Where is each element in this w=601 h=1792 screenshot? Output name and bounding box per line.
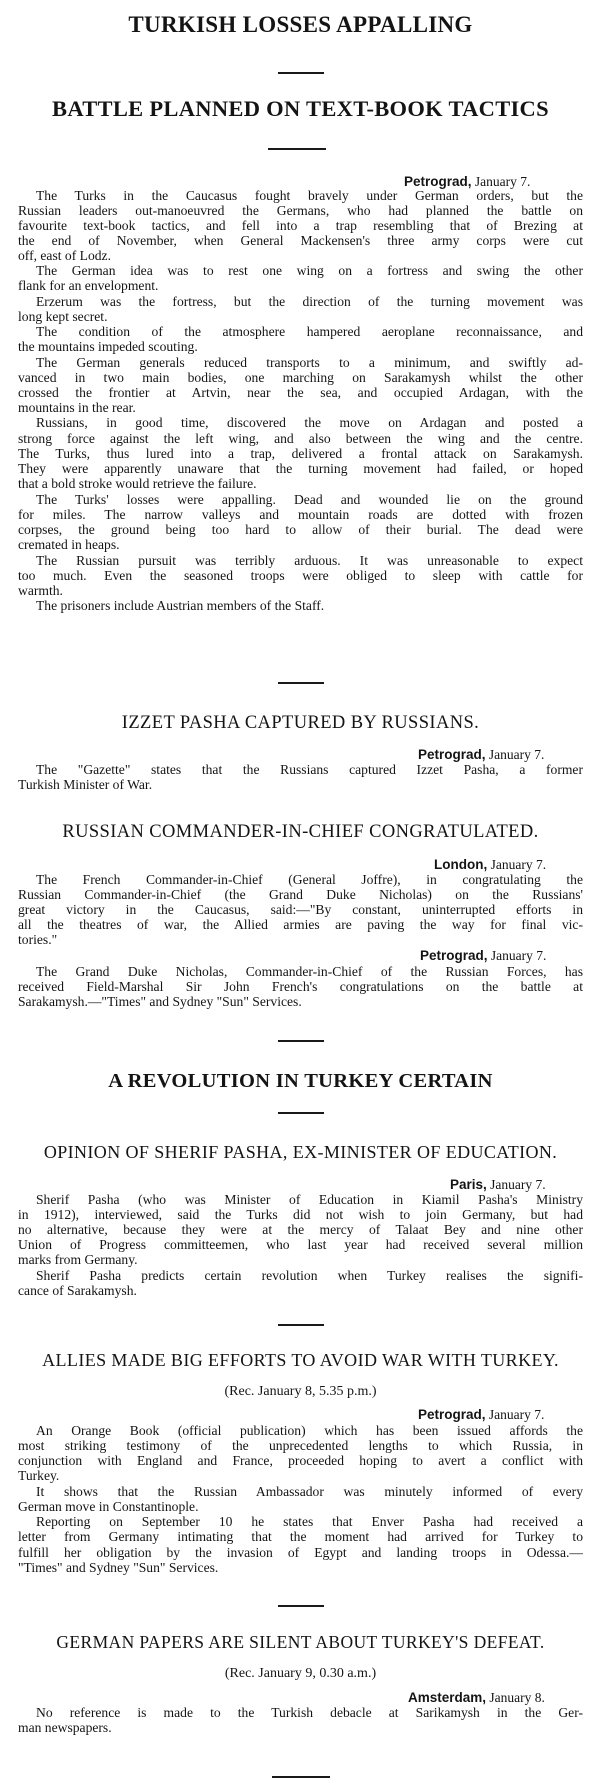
dateline xyxy=(418,1407,544,1423)
text-line: man newspapers. xyxy=(18,1720,112,1735)
text-line: Turkish Minister of War. xyxy=(18,777,153,792)
text-line: letter from Germany intimating that the moment had arrived for Turkey to xyxy=(18,1529,583,1544)
text-line: Turkey. xyxy=(18,1468,60,1483)
rule-short xyxy=(278,1040,324,1042)
headline-german-papers: GERMAN PAPERS ARE SILENT ABOUT TURKEY'S DEFEAT. xyxy=(56,1632,545,1652)
text-line: cremated in heaps. xyxy=(18,537,120,552)
text-line: cance of Sarakamysh. xyxy=(18,1283,137,1298)
text-line: no alternative, because they were at the mercy of Talaat Bey and nine other xyxy=(18,1222,583,1237)
dateline xyxy=(450,1177,546,1193)
subheadline-battle-planned: BATTLE PLANNED ON TEXT-BOOK TACTICS xyxy=(52,96,549,121)
text-line: Russian leaders out-manoeuvred the Germans, who had planned the battle on xyxy=(18,203,583,218)
dateline xyxy=(418,747,544,763)
text-line: Russian Commander-in-Chief (the Grand Duke Nicholas) on the Russians' xyxy=(18,887,583,902)
text-line: off, east of Lodz. xyxy=(18,248,111,263)
dateline-date: January 7. xyxy=(471,174,531,189)
text-line: Sarakamysh.—"Times" and Sydney "Sun" Services. xyxy=(18,994,302,1009)
text-line: favourite text-book tactics, and fell into a trap resembling that of Brezing at xyxy=(18,218,583,233)
rule-short xyxy=(278,682,324,684)
text-line: An Orange Book (official publication) which has been issued affords the xyxy=(36,1423,583,1438)
dateline-date: January 7. xyxy=(487,948,547,963)
text-line: Sherif Pasha predicts certain revolution when Turkey realises the signifi- xyxy=(36,1268,583,1283)
text-line: The "Gazette" states that the Russians captured Izzet Pasha, a former xyxy=(36,762,583,777)
text-line: flank for an envelopment. xyxy=(18,278,159,293)
text-line: crossed the frontier at Artvin, near the sea, and occupied Ardagan, with the xyxy=(18,385,583,400)
text-line: The German idea was to rest one wing on a fortress and swing the other xyxy=(36,263,583,278)
text-line: for miles. The narrow valleys and mountain roads are dotted with frozen xyxy=(18,507,583,522)
text-line: The Turks' losses were appalling. Dead and wounded lie on the ground xyxy=(36,492,583,507)
text-line: The condition of the atmosphere hampered aeroplane reconnaissance, and xyxy=(36,324,583,339)
rule-short xyxy=(278,72,324,74)
text-line: corpses, the ground being too hard to allow of their burial. The dead were xyxy=(18,522,583,537)
dateline-place: Petrograd, xyxy=(420,948,488,963)
rule-short xyxy=(268,148,326,150)
text-line: It shows that the Russian Ambassador was minutely informed of every xyxy=(36,1484,583,1499)
dateline-date: January 7. xyxy=(487,857,547,872)
received-time: (Rec. January 8, 5.35 p.m.) xyxy=(224,1384,377,1399)
text-line: the mountains impeded scouting. xyxy=(18,339,198,354)
headline-turkish-losses: TURKISH LOSSES APPALLING xyxy=(128,12,473,37)
text-line: strong force against the left wing, and also between the wing and the centre. xyxy=(18,431,583,446)
text-line: long kept secret. xyxy=(18,309,108,324)
text-line: all the theatres of war, the Allied armies are paving the way for final vic- xyxy=(18,917,583,932)
rule-short xyxy=(278,1324,324,1326)
text-line: great victory in the Caucasus, said:—"By constant, uninterrupted efforts in xyxy=(18,902,583,917)
dateline-place: Amsterdam, xyxy=(408,1690,487,1705)
headline-revolution: A REVOLUTION IN TURKEY CERTAIN xyxy=(108,1070,493,1092)
text-line: fulfill her obligation by the invasion of Egypt and landing troops in Odessa.— xyxy=(18,1545,583,1560)
text-line: Russians, in good time, discovered the move on Ardagan and posted a xyxy=(36,415,583,430)
text-line: mountains in the rear. xyxy=(18,400,136,415)
text-line: The French Commander-in-Chief (General Joffre), in congratulating the xyxy=(36,872,583,887)
text-line: Erzerum was the fortress, but the direction of the turning movement was xyxy=(36,294,583,309)
text-line: most striking testimony of the unprecedented lengths to which Russia, in xyxy=(18,1438,583,1453)
text-line: warmth. xyxy=(18,583,63,598)
dateline-place: Paris, xyxy=(450,1177,487,1192)
dateline-place: Petrograd, xyxy=(418,747,486,762)
text-line: The Turks, thus lured into a trap, delivered a frontal attack on Sarakamysh. xyxy=(18,446,583,461)
text-line: Union of Progress committeemen, who last year had received several million xyxy=(18,1237,583,1252)
dateline-date: January 7. xyxy=(486,1177,546,1192)
text-line: tories." xyxy=(18,932,58,947)
text-line: The German generals reduced transports to a minimum, and swiftly ad- xyxy=(36,355,583,370)
dateline-date: January 7. xyxy=(485,1407,545,1422)
dateline xyxy=(408,1690,545,1706)
text-line: vanced in two main bodies, one marching on Sarakamysh whilst the other xyxy=(18,370,583,385)
headline-commander-congratulated: RUSSIAN COMMANDER-IN-CHIEF CONGRATULATED. xyxy=(62,822,539,842)
text-line: Sherif Pasha (who was Minister of Education in Kiamil Pasha's Ministry xyxy=(36,1192,583,1207)
text-line: No reference is made to the Turkish debacle at Sarikamysh in the Ger- xyxy=(36,1705,583,1720)
text-line: German move in Constantinople. xyxy=(18,1499,199,1514)
text-line: The Turks in the Caucasus fought bravely under German orders, but the xyxy=(36,188,583,203)
dateline-place: Petrograd, xyxy=(404,174,472,189)
dateline-date: January 8. xyxy=(486,1690,545,1705)
text-line: The Grand Duke Nicholas, Commander-in-Chief of the Russian Forces, has xyxy=(36,964,583,979)
received-time: (Rec. January 9, 0.30 a.m.) xyxy=(224,1666,377,1681)
rule-short xyxy=(272,1776,330,1778)
rule-short xyxy=(278,1112,324,1114)
dateline xyxy=(434,857,546,873)
headline-sherif-pasha: OPINION OF SHERIF PASHA, EX-MINISTER OF EDUCATION. xyxy=(43,1142,558,1162)
dateline-date: January 7. xyxy=(485,747,545,762)
text-line: marks from Germany. xyxy=(18,1252,138,1267)
text-line: The Russian pursuit was terribly arduous. It was unreasonable to expect xyxy=(36,553,583,568)
text-line: the end of November, when General Mackensen's three army corps were cut xyxy=(18,233,583,248)
text-line: in 1912), interviewed, said the Turks did not wish to join Germany, but had xyxy=(18,1207,583,1222)
text-line: Reporting on September 10 he states that Enver Pasha had received a xyxy=(36,1514,583,1529)
text-line: "Times" and Sydney "Sun" Services. xyxy=(18,1560,219,1575)
dateline-place: London, xyxy=(434,857,488,872)
text-line: conjunction with England and France, proceeded hoping to avert a conflict with xyxy=(18,1453,583,1468)
text-line: too much. Even the seasoned troops were obliged to sleep with cattle for xyxy=(18,568,583,583)
text-line: The prisoners include Austrian members of the Staff. xyxy=(36,598,325,613)
headline-izzet-pasha: IZZET PASHA CAPTURED BY RUSSIANS. xyxy=(121,713,480,733)
dateline-place: Petrograd, xyxy=(418,1407,486,1422)
dateline xyxy=(420,948,546,964)
text-line: They were apparently unaware that the turning movement had failed, or hoped xyxy=(18,461,583,476)
rule-short xyxy=(278,1605,324,1607)
text-line: received Field-Marshal Sir John French's congratulations on the battle at xyxy=(18,979,583,994)
headline-allies-efforts: ALLIES MADE BIG EFFORTS TO AVOID WAR WITH TURKEY. xyxy=(42,1350,559,1370)
text-line: that a bold stroke would retrieve the failure. xyxy=(18,476,257,491)
